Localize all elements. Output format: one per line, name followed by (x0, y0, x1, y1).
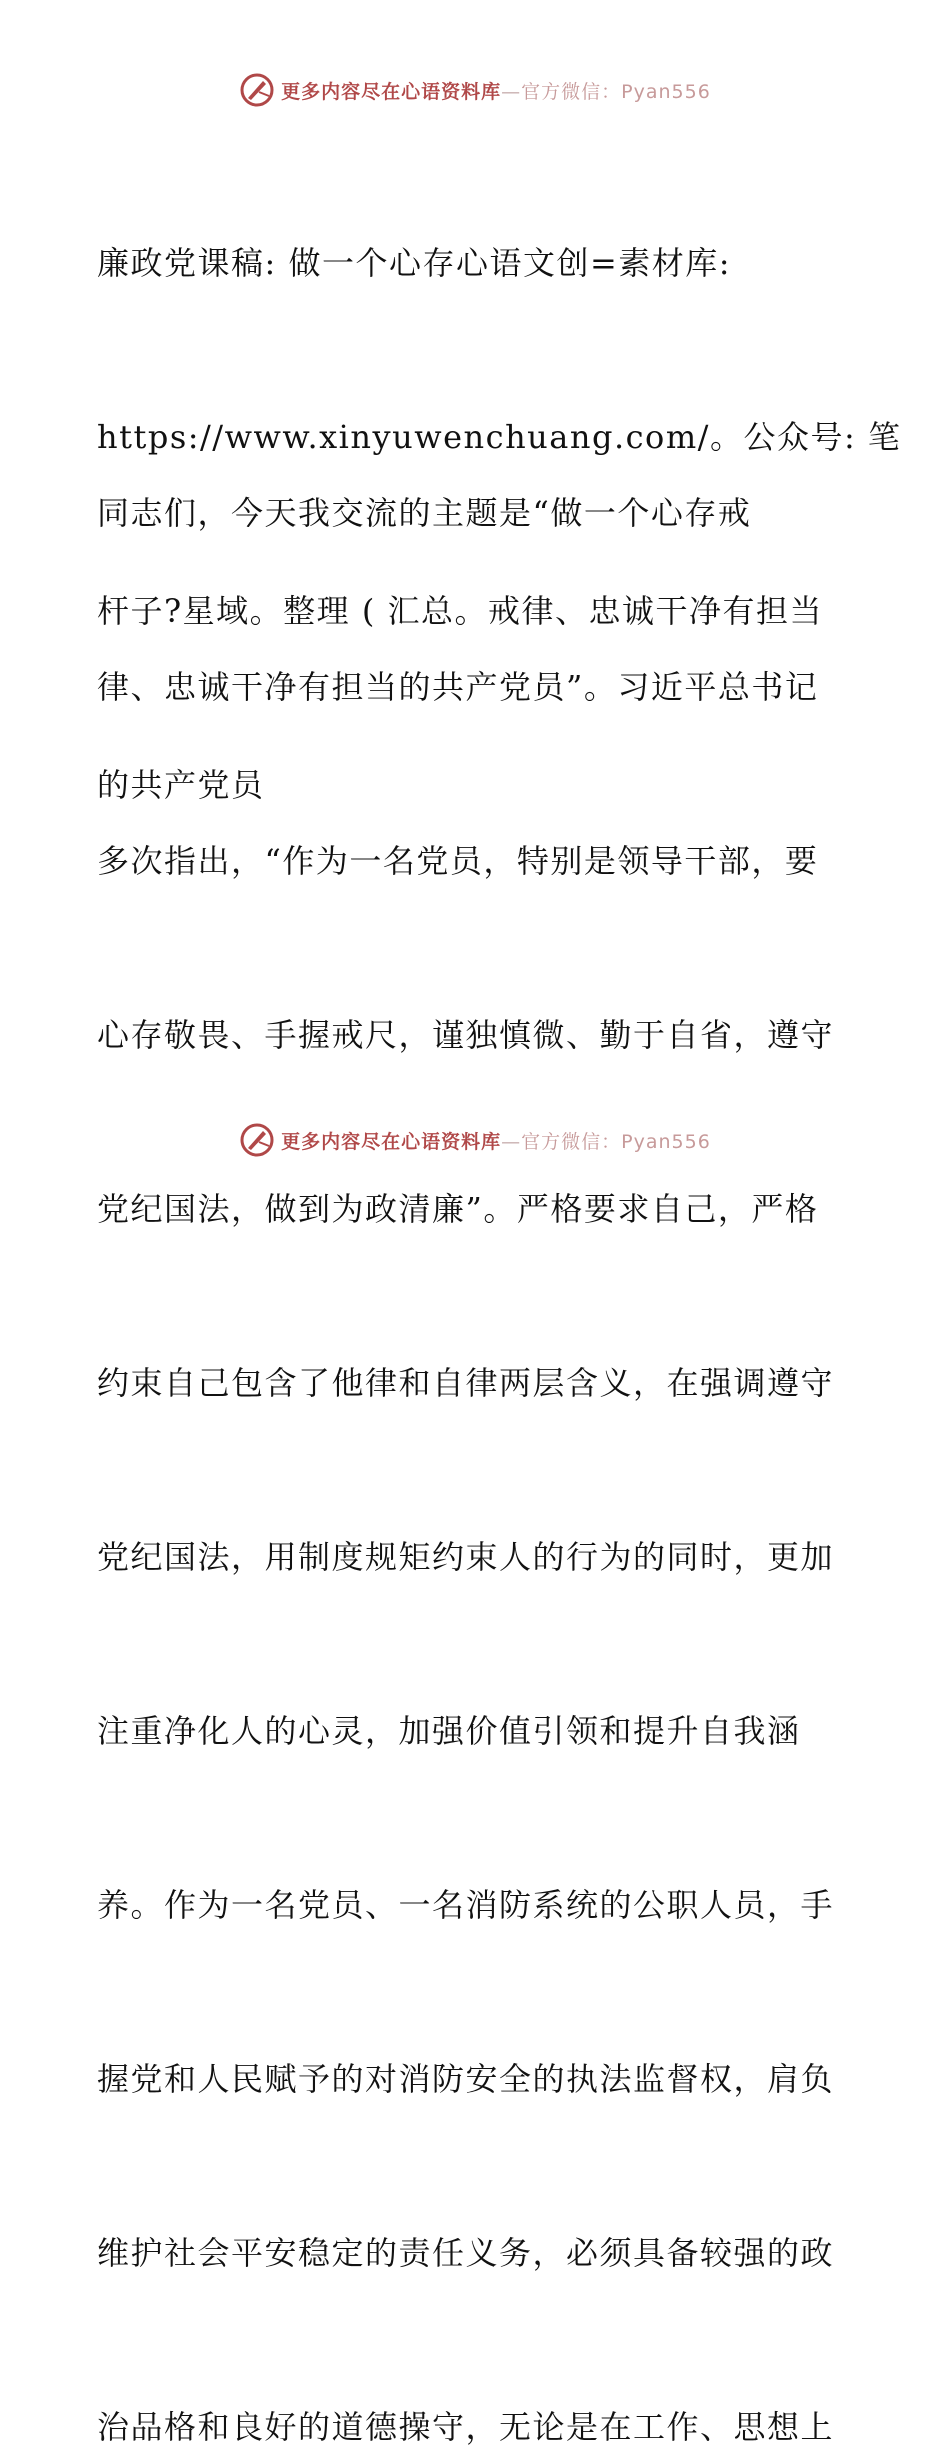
title-line: https://www.xinyuwenchuang.com/。公众号: 笔 (97, 418, 902, 456)
body-line: 律、忠诚干净有担当的共产党员”。习近平总书记 (97, 668, 819, 706)
watermark-lead: 更多内容尽在心语资料库 (281, 1130, 502, 1153)
body-line: 心存敬畏、手握戒尺，谨独慎微、勤于自省，遵守 (97, 1016, 835, 1054)
watermark-tail: 官方微信：Pyan556 (521, 80, 711, 103)
title-line: 杆子?星域。整理 ( 汇总。戒律、忠诚干净有担当 (97, 592, 823, 630)
watermark-dash: — (501, 1130, 522, 1153)
body-line: 维护社会平安稳定的责任义务，必须具备较强的政 (97, 2234, 835, 2272)
body-line: 同志们，今天我交流的主题是“做一个心存戒 (97, 494, 752, 532)
watermark-text (281, 77, 711, 104)
title-line: 廉政党课稿: 做一个心存心语文创=素材库: (97, 244, 732, 282)
header-watermark (0, 70, 950, 110)
body-line: 党纪国法，做到为政清廉”。严格要求自己，严格 (97, 1190, 819, 1228)
body-line: 治品格和良好的道德操守，无论是在工作、思想上 (97, 2408, 835, 2446)
body-line: 养。作为一名党员、一名消防系统的公职人员，手 (97, 1886, 835, 1924)
body-line: 约束自己包含了他律和自律两层含义，在强调遵守 (97, 1364, 835, 1402)
title-line: 的共产党员 (97, 766, 265, 804)
body-line: 握党和人民赋予的对消防安全的执法监督权，肩负 (97, 2060, 835, 2098)
quill-logo-icon (239, 72, 275, 108)
watermark-dash: — (501, 80, 522, 103)
footer-watermark (0, 1120, 950, 1160)
body-paragraph (97, 368, 902, 2460)
watermark-lead: 更多内容尽在心语资料库 (281, 80, 502, 103)
watermark-text (281, 1127, 711, 1154)
body-line: 注重净化人的心灵，加强价值引领和提升自我涵 (97, 1712, 801, 1750)
watermark-tail: 官方微信：Pyan556 (521, 1130, 711, 1153)
body-line: 多次指出，“作为一名党员，特别是领导干部，要 (97, 842, 819, 880)
body-line: 党纪国法，用制度规矩约束人的行为的同时，更加 (97, 1538, 835, 1576)
quill-logo-icon (239, 1122, 275, 1158)
